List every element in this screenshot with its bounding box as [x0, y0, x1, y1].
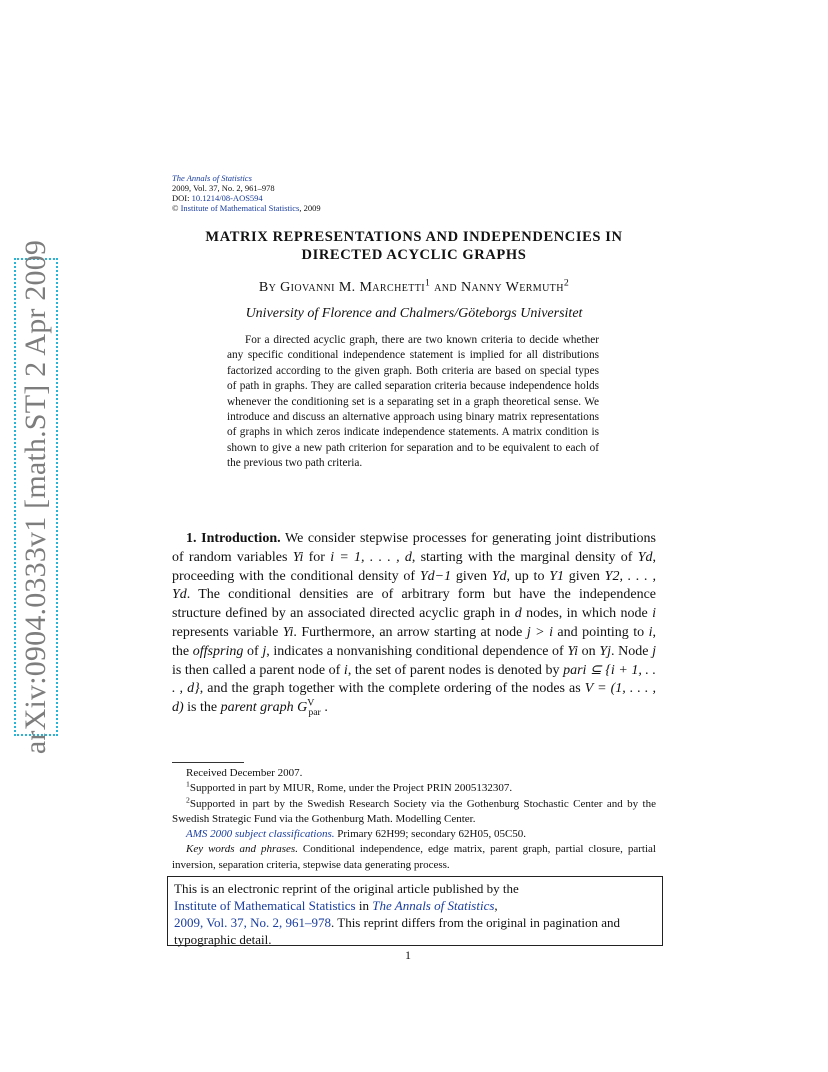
and-label: and: [430, 280, 461, 295]
affiliation: University of Florence and Chalmers/Göteborgs Universitet: [245, 306, 583, 321]
math: d: [514, 606, 522, 622]
volume-line: 2009, Vol. 37, No. 2, 961–978: [172, 183, 275, 193]
parent-graph-term: parent graph: [220, 700, 294, 716]
title-line-2: DIRECTED ACYCLIC GRAPHS: [301, 247, 527, 263]
math: Y1: [549, 568, 565, 584]
math: V = (1, . . . , d): [172, 681, 656, 716]
journal-header: [172, 173, 321, 213]
journal-link[interactable]: The Annals of Statistics: [172, 173, 252, 183]
journal-reprint-link[interactable]: The Annals of Statistics: [372, 898, 495, 913]
copyright-year: , 2009: [299, 203, 321, 213]
author-line: [172, 277, 656, 296]
ams-classification: AMS 2000 subject classifications. Primary 62H99; secondary 62H05, 05C50.: [186, 828, 527, 841]
math: Yd: [637, 549, 653, 565]
math-sub: par: [308, 706, 321, 718]
author-2-mark: 2: [563, 277, 570, 289]
math: Yd: [491, 568, 507, 584]
math-sup: V: [307, 697, 315, 709]
introduction-paragraph: 1. Introduction. We consider stepwise processes for generating joint distributions of random variables Yi for i = 1, . . . , d, starting with the marginal density of Yd, proceeding with the conditional density of Yd−1 given Yd, up to Y1 given Y2, . . . , Yd. The conditional densities are of arbitrary form but have the independence structure defined by an associated directed acyclic graph in d nodes, in which node i represents variable Yi. Furthermore, an arrow starting at node j > i and pointing to i, the offspring of j, indicates a nonvanishing conditional dependence of Yi on Yj. Node j is then called a parent node of i, the set of parent nodes is denoted by pari ⊆ {i + 1, . . . , d}, and the graph together with the complete ordering of the nodes as V = (1, . . . , d) is the parent graph $G^V_{par}$ .: [172, 531, 657, 718]
arxiv-id-text: arXiv:0904.0333v1 [math.ST] 2 Apr 2009: [19, 239, 52, 755]
math: i = 1, . . . , d: [330, 549, 412, 565]
math: Yd−1: [419, 568, 452, 584]
reprint-notice: This is an electronic reprint of the original article published by the Institute of Mathematical Statistics in The Annals of Statistics, 2009, Vol. 37, No. 2, 961–978. This reprint differs from the original in pagination and typographic detail.: [167, 876, 663, 946]
ims-reprint-link[interactable]: Institute of Mathematical Statistics: [174, 898, 356, 913]
offspring-term: offspring: [192, 643, 244, 659]
math: j: [262, 643, 267, 659]
math: Yi: [282, 624, 294, 640]
received-note: Received December 2007.: [186, 767, 303, 779]
footnote-rule: [172, 762, 244, 763]
page-number: 1: [405, 948, 411, 962]
doi-prefix: DOI:: [172, 193, 192, 203]
math: i: [652, 606, 656, 622]
math: Yj: [599, 643, 611, 659]
copyright-line: [172, 203, 321, 213]
author-2: Nanny Wermuth: [460, 280, 564, 295]
copyright-symbol: ©: [172, 203, 179, 213]
author-1: Giovanni M. Marchetti: [280, 280, 425, 295]
section-heading: 1. Introduction.: [186, 531, 281, 546]
ams-link[interactable]: AMS 2000 subject classifications.: [186, 828, 335, 841]
math: i: [343, 662, 348, 678]
ims-link[interactable]: Institute of Mathematical Statistics: [180, 203, 300, 213]
math: pari ⊆ {i + 1, . . . , d}: [172, 662, 656, 697]
math: Yi: [567, 643, 579, 659]
paper-title: [172, 228, 656, 264]
abstract: For a directed acyclic graph, there are two known criteria to decide whether any specific conditional independence statement is implied for all distributions factorized according to the given graph. Both criteria are based on special types of path in graphs. They are called separation criteria because independence holds whenever the conditioning set is a separating set in a graph theoretical sense. We introduce and discuss an alternative approach using binary matrix representations of graphs in which zeros indicate independence statements. A matrix condition is shown to give a new path criterion for separation and to be equivalent to each of the previous two path criteria.: [227, 334, 599, 470]
footnote-2: $^2$Supported in part by the Swedish Research Society via the Gothenburg Stochastic Center and by the Swedish Strategic Fund via the Gothenburg Math. Modelling Center.: [172, 794, 656, 825]
footnotes: [172, 766, 656, 873]
math: G: [297, 700, 308, 716]
doi-line: [172, 193, 321, 203]
math: Y2, . . . , Yd: [172, 568, 656, 603]
math: Yi: [292, 549, 304, 565]
volume-reprint-link[interactable]: 2009, Vol. 37, No. 2, 961–978: [174, 915, 331, 930]
footnote-1: $^1$Supported in part by MIUR, Rome, under the Project PRIN 2005132307.: [186, 779, 513, 795]
doi-link[interactable]: 10.1214/08-AOS594: [191, 193, 263, 203]
arxiv-side-stamp: [14, 239, 58, 755]
title-line-1: MATRIX REPRESENTATIONS AND INDEPENDENCIES IN: [205, 229, 623, 245]
math: i: [648, 624, 653, 640]
author-1-mark: 1: [424, 277, 431, 289]
math: j > i: [526, 624, 553, 640]
math: j: [652, 643, 657, 659]
keywords: Key words and phrases. Conditional independence, edge matrix, parent graph, partial closure, partial inversion, separation criteria, stepwise data generating process.: [172, 843, 656, 871]
by-label: By: [258, 280, 281, 295]
